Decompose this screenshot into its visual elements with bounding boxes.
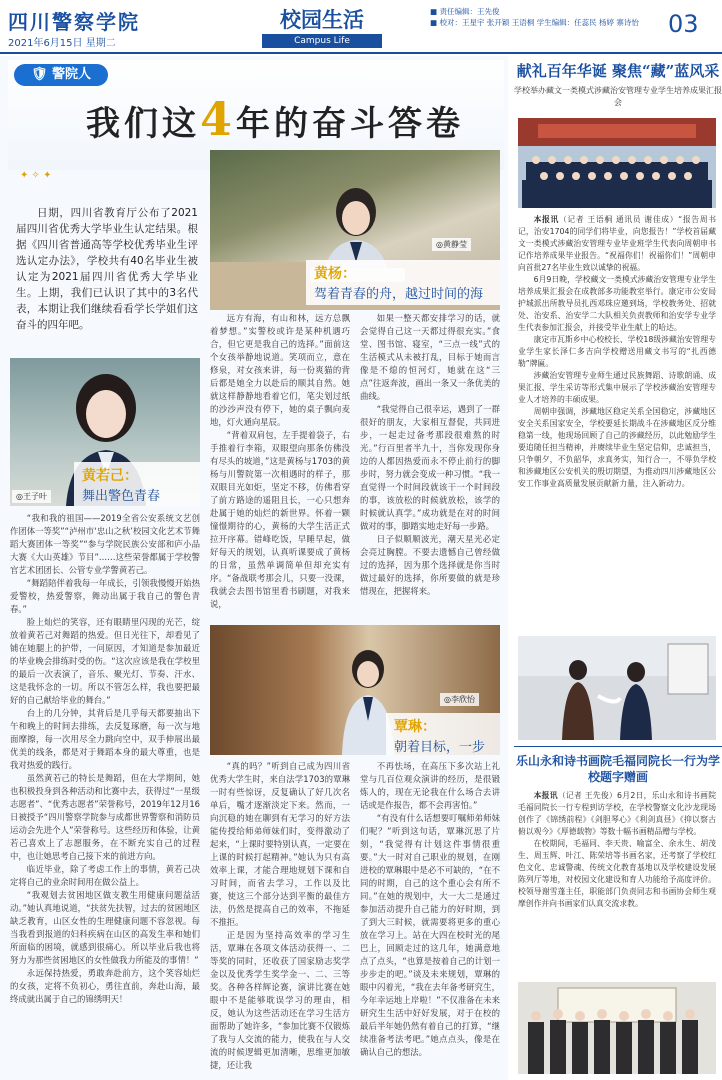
ceremony-photo-icon: [518, 636, 716, 740]
photo-graduation-group: [518, 118, 716, 208]
article-2-title: 乐山永和诗书画院毛福同院长一行为学校题字赠画: [515, 754, 720, 784]
issue-date: 2021年6月15日 星期二: [8, 38, 116, 49]
article-paragraph: “有没有什么话想要叮嘱师弟师妹们呢？”听到这句话，覃琳沉思了片刻，“我觉得有计划这件事情很重要。”大一时对自己职业的规划，在刚进校的覃琳眼中是必不可缺的，“在不同的时期，自己的这个重心会有所不同。”在她的规划中，大一大二是通过参加活动提升自己能力的好时期，到了到大三时候，就需要将更多的重心放在学习上。站在大四在校时光的尾巴上，回顾走过的这几年，她满意地点了点头，“也算是按着自己的计划一步步走的吧。”谈及未来规划，覃琳的眼中闪着光，“我在去年备考研究生，今年幸运地上岸啦！”不仅准备在未来研究生生活中好好发展，对于在校的最后半年她仍然有着自己的打算，“继续准备考法考吧。”她点点头，像是在确认自己的想法。: [360, 813, 500, 1057]
article-1-para-4: 涉藏治安管理专业师生通过民族舞蹈、诗歌朗诵、成果汇报、学生采访等形式集中展示了学校涉藏治安管理专业人才培养的丰硕成果。: [518, 371, 716, 404]
right-column: [514, 56, 722, 1080]
photo-huang-yang: [210, 150, 500, 310]
group-photo-icon: [518, 118, 716, 208]
section-title: 校园生活: [280, 7, 364, 32]
photo-huang-ruoji: [10, 358, 200, 506]
article-column-3-upper: [360, 312, 500, 620]
article-paragraph: 虽然黄若己的特长是舞蹈，但在大学期间，她也积极投身到各种活动和比赛中去，获得过“一星级志愿者”、“优秀志愿者”荣誉称号，2019年12月16日被授予“四川警察学院参与成都世界警察和消防员运动会先进个人”荣誉称号。这些经历和体验，让黄若己喜欢上了志愿服务，在不断充实自己的过程中，也让她思考自己接下来的前进方向。: [10, 773, 200, 861]
caption-name: 覃琳：: [394, 719, 436, 735]
article-column-2-lower: [210, 760, 350, 1074]
article-paragraph: 如果一整天都安排学习的话，就会觉得自己这一天都过得很充实。”食堂、图书馆、寝室，“三点一线”式的生活模式从未被打乱，目标于她而言像是不熄的恒河灯，她就在这“三点”往返奔波，画出一条又一条优美的曲线。: [360, 313, 500, 401]
column-badge: [14, 64, 108, 86]
proofreader-line: ■ 校对：王星宇 张开颖 王语桐 学生编辑：任蕊民 杨婷 寨诗怡: [430, 18, 639, 27]
article-2-para-2: 在校期间，毛福同、李天贵、喻富全、余永生、胡茂生、周玉辉、叶江、陈荣培等书画名家，还考察了学校红色文化、忠诚警魂、传统文化教育基地以及学校建设发展陈列厅等地，对校园文化建设和育人功能给予高度评价。校领导谢雪蓬主任，职能部门负责同志和书画协会师生观摩创作并向书画家们认真交流求教。: [518, 839, 716, 908]
article-1-subtitle: 学校举办藏文一类模式涉藏治安管理专业学生培养成果汇报会: [514, 86, 722, 107]
photo-hada-ceremony: [518, 636, 716, 740]
article-1-title: 献礼百年华诞 聚焦“藏”蓝风采: [516, 62, 720, 80]
title-number: 4: [199, 92, 236, 146]
article-1-body: [518, 214, 716, 632]
photo-credit-1: ◎黄静莹: [432, 238, 471, 251]
caption-name: 黄若己：: [82, 468, 138, 484]
article-paragraph: “我觉得自己很幸运，遇到了一群很好的朋友，大家相互督促，共同进步，一起走过备考那段很难熬的时光。”行百里者半九十，当你发现你身边的人都因热爱而永不停止前行的脚步时，努力就会变成一种习惯。“我一直觉得一个时间段就该干一个时间段的事，该放松的时候就放松，该学的时候就认真学。”成功就是在对的时间做对的事，脚踏实地走好每一步路。: [360, 404, 500, 531]
article-1-para-5: 周朝申强调，涉藏地区稳定关系全国稳定，涉藏地区安全关系国家安全，学校要延长期战斗在涉藏地区反分维稳第一线，他现场回顾了自己的涉藏经历，以此勉励学生要追随任担当精神，并赓续毕业生坚定信仰，忠诚担当，只争朝夕，不负韶华，求真务实，知行合一，不辱负学校和涉藏地区公安机关的殷切期望，为推动四川涉藏地区公安工作事业高质量发展贡献新力量，注入新动力。: [518, 407, 716, 488]
article-paragraph: 脸上灿烂的笑容，还有眼睛里闪现的光芒，绽放着黄若己对舞蹈的热爱。但日光往下，却看见了铺在她腿上的护带，一问原因，才知道是参加最近的毕业晚会排练时受的伤。“这次应该是我在学校里的最后一次表演了，音乐、聚光灯、节奏、汗水、这是我怀念的一切。所以不管怎么样，我也要把最好的自己献给毕业的舞台。”: [10, 617, 200, 705]
article-paragraph: 远方有海，有山和林，远方总飘着梦想。”实警校或许是某种机遇巧合，但它更是我自己的选择。”面前这个女孩举静地说道。笑项而立，意在修泉，对女孩来讲，每一份爽猫的背后都是她全力以赴后的顺其自然。她就这样静静地看着它们，笔尖划过纸的沙沙声没有停下，她的桌子飘向麦地，灯火通向星辰。: [210, 313, 350, 427]
article-column-3-lower: [360, 760, 500, 1074]
caption-subtitle: 朝着目标，一步: [394, 740, 486, 755]
page-number: 03: [668, 10, 699, 38]
article-paragraph: “真的吗？”听到自己成为四川省优秀大学生时，来自法学1703的覃琳一时有些惊讶，反复确认了好几次名单后，嘴才逐渐淡定下来。然而，一向沉稳的她在聊到有无学习的好方法能传授给师弟师妹们时，变得激动了起来，“上课时要特别认真，一定要在上课的时候打起精神。”她认为只有高效率上课，才能合理地规划下课和自习时间，而省去学习，工作以及比赛，使这三个部分达到平衡的最佳方法，仍然是提高自己的效率，不拖延不推拒。: [210, 761, 350, 927]
article-1-para-2: 6月9日晚，学校藏文一类模式涉藏治安管理专业学生培养成果汇报会在成教部多功能教室举行。康定市公安局护城派出所教导员扎西邓珠应邀到场，学校教务处、招就处、治安系、治安学二大队相关负责教师和治安学专业学生代表参加汇报会，并接受毕业生献上的哈达。: [518, 275, 716, 332]
article-paragraph: 临近毕业，除了考虑工作上的事情，黄若己决定将自己的业余时间用在做公益上。: [10, 864, 200, 887]
photo-credit-2: ◎王子叶: [12, 490, 51, 503]
article-paragraph: 日子似顺顺波光，潮天星光必定会亮过胸膛。不要去遗憾自己曾经做过的选择，因为那个选择就是你当时做过最好的选择，你所要做的就是珍惜现在，把握将来。: [360, 534, 500, 596]
article-1-header: [514, 60, 722, 109]
article-2-para-1: （记者 王先俊）6月2日，乐山永和诗书画院毛福同院长一行专程到访学校，在学校警察文化沙龙现场创作了《锦绣前程》《剑胆琴心》《利剑真昼》《抑以察古 俯以观今》《厚德载物》等数十幅书画精品赠与学校。: [518, 791, 716, 836]
article-paragraph: 正是因为坚持高效率的学习生活，覃琳在各项文体活动获得一、二等奖的同时，还收获了国家励志奖学金以及优秀学生奖学金一、二、三等奖。各种各样辉论赛，演讲比赛在她眼中不是能够耽误学习的理由，相反，她认为这些活动还在学习生活方面帮助了她许多，“参加比赛不仅锻炼了我与人交流的能力，使我在与人交流的时候逻辑更加清晰，思维更加敏捷，还让我: [210, 930, 350, 1070]
caption-huang-yang: [306, 260, 500, 305]
article-paragraph: “背着双肩包，左手提着袋子，右手推着行李箱，双眼望向那条仿佛没有尽头的坡道，”这是黄杨与1703的黄杨与川警院第一次相遇时的样子，那双眼目光如炬，坚定不移，仿佛看穿了前方路途的遥阻且长，一心只想奔赴属于她的灿烂的新世界。怀着一颗憧憬期待的心，黄杨的大学生活正式拉开序幕。错峰吃饭，早睡早起，做好每天的规划，认真听课要成了黄杨的日常，虽然单调简单但却充实有序。“备战联考那会儿，只要一没课，我就会去图书馆里看书刷题，对我来说，: [210, 430, 350, 609]
article-1-lead: 本报讯: [533, 215, 559, 224]
police-cap-icon: 🛡: [30, 67, 52, 82]
article-2-header: [514, 746, 722, 785]
header-rule: [0, 52, 722, 54]
photo-calligraphy-group: [518, 982, 716, 1074]
feature-title: [60, 92, 490, 146]
article-paragraph: 台上的几分钟，其背后是几乎每天都要抽出下午和晚上的时间去排练，去反复琢磨，每一次与地面摩擦，每一次用尽全力跳向空中，双手伸展出最优美的线条，都是对于舞蹈本身的最大尊重，也是我对热爱的践行。: [10, 708, 200, 770]
caption-tan-lin: [386, 713, 500, 755]
article-paragraph: “我和我的祖国——2019全省公安系统文艺创作团体一等奖”“泸州市‘忠山之秋’校园文化艺术节舞蹈大赛团体一等奖”“参与学院民族公安部和庐小品大赛《大山英雄》节目”……这些荣誉都属于学校警官艺术团团长、公管专业学警黄若己。: [10, 513, 200, 575]
feature-intro: 日期，四川省教育厅公布了2021届四川省优秀大学毕业生认定结果。根据《四川省普通高等学校优秀毕业生评选认定办法》，学校共有40名毕业生被认定为2021届四川省优秀大学毕业生。上期，我们已认识了其中的3名代表，本期让我们继续看看学长学姐们这奋斗的四年吧。: [16, 207, 198, 331]
photo-credit-3: ◎李欣怡: [440, 693, 479, 706]
article-paragraph: “舞蹈陪伴着我每一年成长，引领我慢慢开始热爱警校，热爱警察，舞动出属于我自己的警色青春。”: [10, 578, 200, 614]
editor-line: ■ 责任编辑：王先俊: [430, 7, 500, 16]
badge-label: 警院人: [52, 67, 92, 82]
article-1-para-3: 康定市瓦斯乡中心校校长、学校18级涉藏治安管理专业学生家长泽仁多吉向学校赠送用藏文书写的“扎西德勒”牌匾。: [518, 335, 716, 368]
article-2-body: [518, 790, 716, 980]
masthead: [0, 0, 722, 60]
title-part-a: 我们这: [85, 104, 200, 144]
article-column-2-upper: [210, 312, 350, 620]
group-photo-icon: [518, 982, 716, 1074]
article-paragraph: 永远保持热爱，勇敢奔赴前方，这个笑容灿烂的女孩，定将不负初心，勇往直前，奔赴山海，最终成就出属于自己的锦绣明天！: [10, 968, 200, 1004]
caption-huang-ruoji: [74, 462, 200, 506]
article-paragraph: 不再怯场，在高压下多次站上礼堂与几百位观众演讲的经历，是很锻炼人的，现在无论我在什么场合去讲话或是作报告，都不会再害怕。”: [360, 761, 500, 810]
editors-credits: [430, 6, 670, 28]
section-title-en: Campus Life: [262, 34, 382, 48]
article-paragraph: “我观划去贫困地区做支教生用健康问题益活动。”她认真地说道，“扶贫先扶智，过去的贫困地区缺乏教育，山区女性的生理健康问题不容忽视。每当我看到报道的妇科疾病在山区的高发生率和她们所面临的困境，就感到很痛心。所以毕业后我也将努力为那些贫困地区的女性做我力所能及的事情！”: [10, 890, 200, 965]
caption-subtitle: 驾着青春的舟，越过时间的海: [314, 287, 484, 302]
article-column-1: [10, 512, 200, 1074]
decorative-stars-icon: ✦ ✧ ✦: [20, 170, 52, 181]
caption-subtitle: 舞出警色青春: [82, 489, 161, 504]
article-1-para-1: （记者 王语桐 通讯员 谢佳成）“报告周书记，治安1704的同学们将毕业，向您报告！”学校首届藏文一类模式涉藏治安管理专业毕业班学生代表向周朝申书记作培养成果毕业报告。“祝福你们！祝福你们！”周朝申向首批27名毕业生致以诚挚的祝福。: [518, 215, 716, 272]
caption-name: 黄杨：: [314, 266, 356, 282]
title-part-b: 年的奋斗答卷: [236, 104, 464, 144]
photo-tan-lin: [210, 625, 500, 755]
newspaper-logo: 四川警察学院: [8, 10, 140, 34]
article-2-lead: 本报讯: [533, 791, 558, 800]
